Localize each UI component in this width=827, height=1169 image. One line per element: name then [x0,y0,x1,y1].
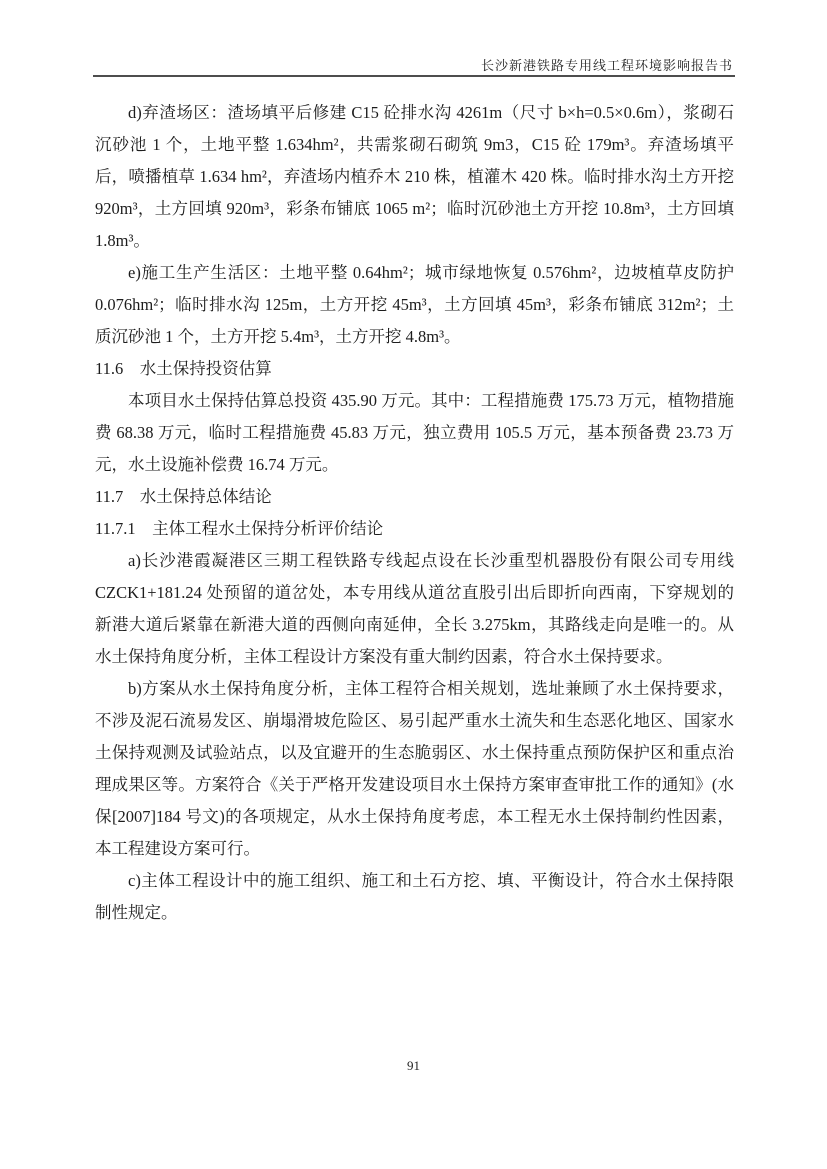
document-body [95,97,734,929]
body-paragraph: d)弃渣场区：渣场填平后修建 C15 砼排水沟 4261m（尺寸 b×h=0.5×0.6m），浆砌石沉砂池 1 个，土地平整 1.634hm²，共需浆砌石砌筑 9m3，C15 砼 179m³。弃渣场填平后，喷播植草 1.634 hm²，弃渣场内植乔木 210 株，植灌木 420 株。临时排水沟土方开挖 920m³，土方回填 920m³，彩条布铺底 1065 m²；临时沉砂池土方开挖 10.8m³，土方回填 1.8m³。 [95,103,734,250]
page-footer [0,1058,827,1074]
section-heading: 11.7.1 主体工程水土保持分析评价结论 [95,519,384,538]
header-divider [93,75,735,77]
body-paragraph: a)长沙港霞凝港区三期工程铁路专线起点设在长沙重型机器股份有限公司专用线CZCK1+181.24 处预留的道岔处，本专用线从道岔直股引出后即折向西南，下穿规划的新港大道后紧靠在新港大道的西侧向南延伸，全长 3.275km，其路线走向是唯一的。从水土保持角度分析，主体工程设计方案没有重大制约因素，符合水土保持要求。 [95,551,734,666]
body-paragraph: c)主体工程设计中的施工组织、施工和土石方挖、填、平衡设计，符合水土保持限制性规定。 [95,871,734,922]
section-heading: 11.7 水土保持总体结论 [95,487,272,506]
page-number: 91 [407,1058,420,1073]
section-heading: 11.6 水土保持投资估算 [95,359,272,378]
body-paragraph: b)方案从水土保持角度分析，主体工程符合相关规划，选址兼顾了水土保持要求，不涉及泥石流易发区、崩塌滑坡危险区、易引起严重水土流失和生态恶化地区、国家水土保持观测及试验站点，以及宜避开的生态脆弱区、水土保持重点预防保护区和重点治理成果区等。方案符合《关于严格开发建设项目水土保持方案审查审批工作的通知》(水保[2007]184 号文)的各项规定，从水土保持角度考虑，本工程无水土保持制约性因素，本工程建设方案可行。 [95,679,734,858]
body-paragraph: e)施工生产生活区：土地平整 0.64hm²；城市绿地恢复 0.576hm²，边坡植草皮防护 0.076hm²；临时排水沟 125m，土方开挖 45m³，土方回填 45m³，彩条布铺底 312m²；土质沉砂池 1 个，土方开挖 5.4m³，土方开挖 4.8m³。 [95,263,734,346]
body-paragraph: 本项目水土保持估算总投资 435.90 万元。其中：工程措施费 175.73 万元，植物措施费 68.38 万元，临时工程措施费 45.83 万元，独立费用 105.5 万元，基本预备费 23.73 万元，水土设施补偿费 16.74 万元。 [95,391,734,474]
header-title: 长沙新港铁路专用线工程环境影响报告书 [480,58,733,73]
